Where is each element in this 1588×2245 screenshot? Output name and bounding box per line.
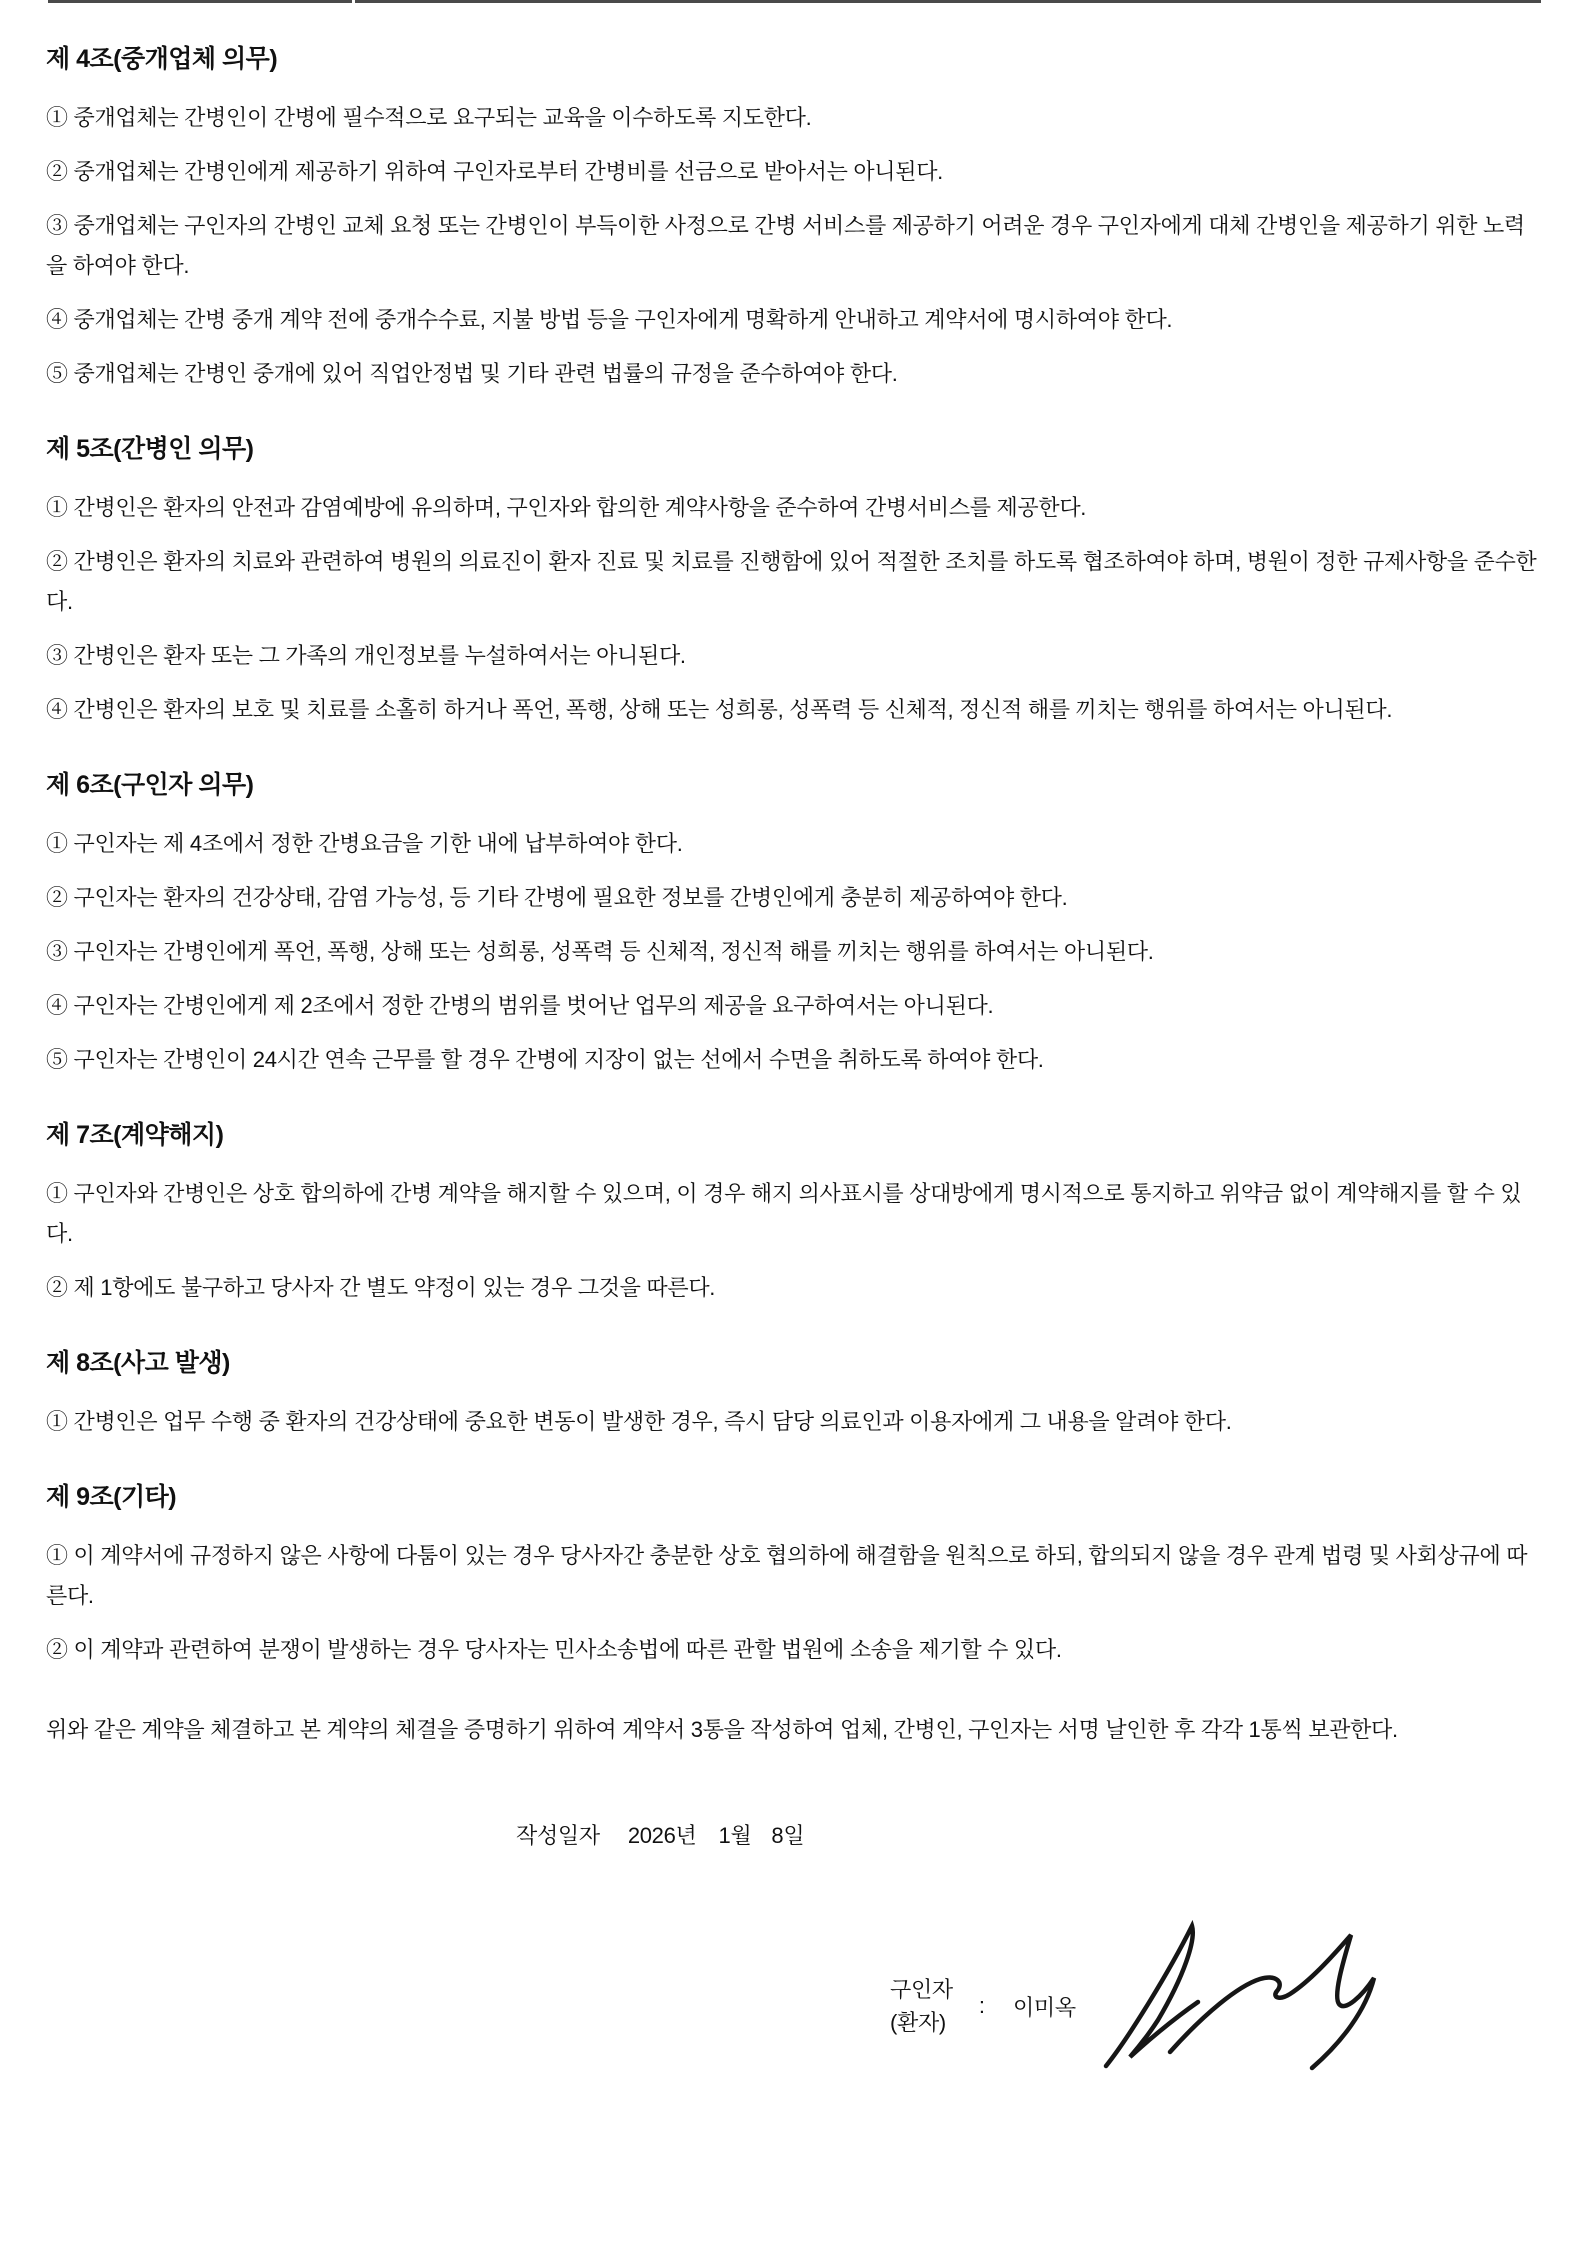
article-clause: ④ 중개업체는 간병 중개 계약 전에 중개수수료, 지불 방법 등을 구인자에게 명확하게 안내하고 계약서에 명시하여야 한다. bbox=[46, 307, 1173, 332]
article-clause: ① 구인자는 제 4조에서 정한 간병요금을 기한 내에 납부하여야 한다. bbox=[46, 831, 683, 856]
article-clause: ⑤ 구인자는 간병인이 24시간 연속 근무를 할 경우 간병에 지장이 없는 선에서 수면을 취하도록 하여야 한다. bbox=[46, 1047, 1044, 1072]
article-clause: ① 중개업체는 간병인이 간병에 필수적으로 요구되는 교육을 이수하도록 지도한다. bbox=[46, 105, 812, 130]
signer-role-line2: (환자) bbox=[890, 2010, 946, 2035]
signature-colon: : bbox=[978, 1993, 985, 2018]
article-clause: ① 간병인은 환자의 안전과 감염예방에 유의하며, 구인자와 합의한 계약사항을 준수하여 간병서비스를 제공한다. bbox=[46, 495, 1087, 520]
table-border-segment-left bbox=[48, 0, 352, 3]
signer-role bbox=[890, 1973, 953, 2039]
article-clause: ① 구인자와 간병인은 상호 합의하에 간병 계약을 해지할 수 있으며, 이 경우 해지 의사표시를 상대방에게 명시적으로 통지하고 위약금 없이 계약해지를 할 수 있다. bbox=[46, 1181, 1522, 1246]
table-border-remnant bbox=[48, 0, 1541, 3]
closing-paragraph: 위와 같은 계약을 체결하고 본 계약의 체결을 증명하기 위하여 계약서 3통을 작성하여 업체, 간병인, 구인자는 서명 날인한 후 각각 1통씩 보관한다. bbox=[46, 1717, 1398, 1742]
contract-article-4 bbox=[46, 44, 1542, 394]
article-title: 제 9조(기타) bbox=[46, 1483, 177, 1511]
signer-role-line1: 구인자 bbox=[890, 1977, 953, 2002]
contract-article-8 bbox=[46, 1348, 1542, 1442]
article-clause: ④ 간병인은 환자의 보호 및 치료를 소홀히 하거나 폭언, 폭행, 상해 또는 성희롱, 성폭력 등 신체적, 정신적 해를 끼치는 행위를 하여서는 아니된다. bbox=[46, 697, 1393, 722]
date-day: 8일 bbox=[771, 1823, 805, 1848]
article-clause: ① 이 계약서에 규정하지 않은 사항에 다툼이 있는 경우 당사자간 충분한 상호 협의하에 해결함을 원칙으로 하되, 합의되지 않을 경우 관계 법령 및 사회상규에 따른다. bbox=[46, 1543, 1528, 1608]
date-month: 1월 bbox=[718, 1823, 752, 1848]
contract-article-5 bbox=[46, 434, 1542, 730]
article-clause: ③ 간병인은 환자 또는 그 가족의 개인정보를 누설하여서는 아니된다. bbox=[46, 643, 686, 668]
article-clause: ④ 구인자는 간병인에게 제 2조에서 정한 간병의 범위를 벗어난 업무의 제공을 요구하여서는 아니된다. bbox=[46, 993, 994, 1018]
signer-name: 이미옥 bbox=[1012, 1994, 1076, 2020]
article-clause: ② 중개업체는 간병인에게 제공하기 위하여 구인자로부터 간병비를 선금으로 받아서는 아니된다. bbox=[46, 159, 943, 184]
handwritten-signature bbox=[1100, 1918, 1380, 2081]
article-clause: ① 간병인은 업무 수행 중 환자의 건강상태에 중요한 변동이 발생한 경우, 즉시 담당 의료인과 이용자에게 그 내용을 알려야 한다. bbox=[46, 1409, 1232, 1434]
contract-article-9 bbox=[46, 1482, 1542, 1670]
article-title: 제 6조(구인자 의무) bbox=[46, 771, 254, 799]
article-clause: ⑤ 중개업체는 간병인 중개에 있어 직업안정법 및 기타 관련 법률의 규정을 준수하여야 한다. bbox=[46, 361, 898, 386]
table-border-segment-right bbox=[355, 0, 1541, 3]
article-clause: ② 간병인은 환자의 치료와 관련하여 병원의 의료진이 환자 진료 및 치료를 진행함에 있어 적절한 조치를 하도록 협조하여야 하며, 병원이 정한 규제사항을 준수한다. bbox=[46, 549, 1537, 614]
contract-article-6 bbox=[46, 770, 1542, 1080]
signature-block bbox=[890, 1926, 1542, 2086]
article-clause: ③ 구인자는 간병인에게 폭언, 폭행, 상해 또는 성희롱, 성폭력 등 신체적, 정신적 해를 끼치는 행위를 하여서는 아니된다. bbox=[46, 939, 1154, 964]
article-clause: ② 구인자는 환자의 건강상태, 감염 가능성, 등 기타 간병에 필요한 정보를 간병인에게 충분히 제공하여야 한다. bbox=[46, 885, 1068, 910]
article-title: 제 7조(계약해지) bbox=[46, 1121, 224, 1149]
date-label: 작성일자 bbox=[516, 1823, 600, 1848]
article-clause: ② 이 계약과 관련하여 분쟁이 발생하는 경우 당사자는 민사소송법에 따른 관할 법원에 소송을 제기할 수 있다. bbox=[46, 1637, 1062, 1662]
article-title: 제 5조(간병인 의무) bbox=[46, 435, 254, 463]
article-title: 제 8조(사고 발생) bbox=[46, 1349, 230, 1377]
article-title: 제 4조(중개업체 의무) bbox=[46, 45, 278, 73]
article-clause: ② 제 1항에도 불구하고 당사자 간 별도 약정이 있는 경우 그것을 따른다. bbox=[46, 1275, 716, 1300]
signature-scribble-icon bbox=[1100, 1918, 1380, 2076]
date-year: 2026년 bbox=[627, 1823, 697, 1848]
article-clause: ③ 중개업체는 구인자의 간병인 교체 요청 또는 간병인이 부득이한 사정으로 간병 서비스를 제공하기 어려운 경우 구인자에게 대체 간병인을 제공하기 위한 노력을 하여야 한다. bbox=[46, 213, 1525, 278]
contract-article-7 bbox=[46, 1120, 1542, 1308]
date-line bbox=[516, 1816, 1542, 1856]
